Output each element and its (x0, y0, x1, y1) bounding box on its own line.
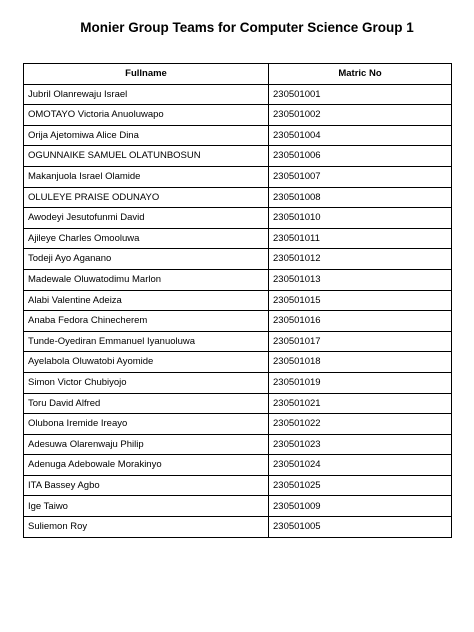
table-row (24, 125, 452, 146)
fullname-cell: Simon Victor Chubiyojo (24, 372, 269, 393)
matric-no-cell: 230501008 (269, 187, 452, 208)
fullname-cell: Alabi Valentine Adeiza (24, 290, 269, 311)
matric-no-cell: 230501002 (269, 105, 452, 126)
matric-no-cell: 230501021 (269, 393, 452, 414)
table-row (24, 475, 452, 496)
matric-no-cell: 230501016 (269, 311, 452, 332)
matric-no-cell: 230501011 (269, 228, 452, 249)
table-row (24, 208, 452, 229)
table-row (24, 249, 452, 270)
matric-no-cell: 230501022 (269, 414, 452, 435)
table-row (24, 311, 452, 332)
matric-no-cell: 230501010 (269, 208, 452, 229)
matric-no-cell: 230501012 (269, 249, 452, 270)
table-row (24, 414, 452, 435)
fullname-cell: Suliemon Roy (24, 517, 269, 538)
fullname-cell: Ajileye Charles Omooluwa (24, 228, 269, 249)
table-row (24, 146, 452, 167)
table-header-row (24, 64, 452, 85)
fullname-cell: Anaba Fedora Chinecherem (24, 311, 269, 332)
matric-no-cell: 230501004 (269, 125, 452, 146)
fullname-cell: Jubril Olanrewaju Israel (24, 84, 269, 105)
matric-no-cell: 230501005 (269, 517, 452, 538)
table-row (24, 269, 452, 290)
table-row (24, 187, 452, 208)
table-row (24, 496, 452, 517)
fullname-cell: ITA Bassey Agbo (24, 475, 269, 496)
matric-no-cell: 230501024 (269, 455, 452, 476)
header-fullname: Fullname (24, 64, 269, 85)
matric-no-cell: 230501013 (269, 269, 452, 290)
header-matric-no: Matric No (269, 64, 452, 85)
table-row (24, 166, 452, 187)
table-row (24, 434, 452, 455)
fullname-cell: Ayelabola Oluwatobi Ayomide (24, 352, 269, 373)
matric-no-cell: 230501025 (269, 475, 452, 496)
table-row (24, 393, 452, 414)
table-row (24, 331, 452, 352)
matric-no-cell: 230501006 (269, 146, 452, 167)
fullname-cell: Adenuga Adebowale Morakinyo (24, 455, 269, 476)
matric-no-cell: 230501023 (269, 434, 452, 455)
page-title: Monier Group Teams for Computer Science Group 1 (80, 20, 414, 35)
fullname-cell: Todeji Ayo Aganano (24, 249, 269, 270)
fullname-cell: Adesuwa Olarenwaju Philip (24, 434, 269, 455)
table-row (24, 228, 452, 249)
fullname-cell: Tunde-Oyediran Emmanuel Iyanuoluwa (24, 331, 269, 352)
matric-no-cell: 230501001 (269, 84, 452, 105)
fullname-cell: OGUNNAIKE SAMUEL OLATUNBOSUN (24, 146, 269, 167)
team-roster-table (23, 63, 452, 538)
fullname-cell: Orija Ajetomiwa Alice Dina (24, 125, 269, 146)
matric-no-cell: 230501017 (269, 331, 452, 352)
fullname-cell: Toru David Alfred (24, 393, 269, 414)
fullname-cell: Ige Taiwo (24, 496, 269, 517)
matric-no-cell: 230501019 (269, 372, 452, 393)
table-row (24, 517, 452, 538)
table-row (24, 352, 452, 373)
matric-no-cell: 230501018 (269, 352, 452, 373)
fullname-cell: OMOTAYO Victoria Anuoluwapo (24, 105, 269, 126)
table-row (24, 372, 452, 393)
fullname-cell: Olubona Iremide Ireayo (24, 414, 269, 435)
fullname-cell: Awodeyi Jesutofunmi David (24, 208, 269, 229)
table-row (24, 105, 452, 126)
table-row (24, 84, 452, 105)
matric-no-cell: 230501015 (269, 290, 452, 311)
fullname-cell: Makanjuola Israel Olamide (24, 166, 269, 187)
table-row (24, 455, 452, 476)
table-row (24, 290, 452, 311)
fullname-cell: OLULEYE PRAISE ODUNAYO (24, 187, 269, 208)
matric-no-cell: 230501009 (269, 496, 452, 517)
fullname-cell: Madewale Oluwatodimu Marlon (24, 269, 269, 290)
matric-no-cell: 230501007 (269, 166, 452, 187)
